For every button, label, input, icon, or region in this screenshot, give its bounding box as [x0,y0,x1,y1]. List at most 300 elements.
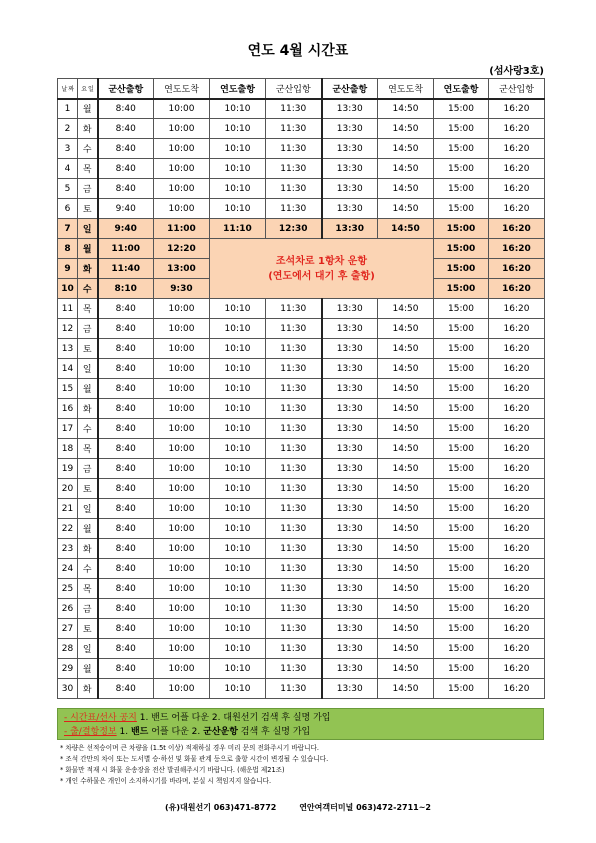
table-cell: 토 [78,479,98,499]
table-cell: 10:10 [210,459,266,479]
table-cell: 11:30 [266,119,322,139]
notice-text: 어플 다운 2. [148,727,204,737]
table-cell: 10:10 [210,579,266,599]
page-title: 연도 4월 시간표 [247,43,349,59]
notice-text: 1. 밴드 어플 다운 2. 대원선기 검색 후 실명 가입 [136,713,331,723]
table-cell: 24 [58,559,78,579]
table-cell: 11:30 [266,359,322,379]
table-cell: 10 [58,279,78,299]
table-cell: 10:00 [154,459,210,479]
table-cell: 10:00 [154,659,210,679]
table-cell: 15:00 [434,439,489,459]
table-cell: 13:30 [322,479,378,499]
header-col: 군산입항 [266,79,322,99]
table-cell: 13:30 [322,619,378,639]
table-cell: 8:40 [98,359,154,379]
table-cell: 10:00 [154,399,210,419]
table-cell: 14:50 [378,219,434,239]
table-cell: 11:30 [266,179,322,199]
table-cell: 16:20 [489,599,545,619]
notice-bold: 군산운항 [203,727,238,737]
table-cell: 화 [78,539,98,559]
table-cell: 8:40 [98,299,154,319]
table-cell: 16:20 [489,339,545,359]
table-cell: 20 [58,479,78,499]
table-cell: 15:00 [434,619,489,639]
table-cell: 25 [58,579,78,599]
table-cell: 15:00 [434,299,489,319]
header-weekday: 요 일 [78,79,98,99]
table-cell: 10:00 [154,639,210,659]
table-cell: 10:00 [154,119,210,139]
table-cell: 16:20 [489,679,545,699]
table-cell: 8:40 [98,479,154,499]
header-col: 연도도착 [154,79,210,99]
table-cell: 4 [58,159,78,179]
note-line: * 차량은 선적승이며 큰 차량을 (1.5t 이상) 적재하실 경우 미리 문의 전화주시기 바랍니다. [60,744,319,752]
note-line: * 조석 간만의 차이 또는 도서별 승·하선 및 화물 관계 등으로 출항 시간이 변경될 수 있습니다. [60,755,329,763]
table-cell: 11:00 [154,219,210,239]
timetable-body [58,99,545,699]
table-cell: 26 [58,599,78,619]
table-cell: 8:40 [98,419,154,439]
table-cell: 11:30 [266,679,322,699]
table-cell: 15:00 [434,179,489,199]
notice-bold: 밴드 [130,727,149,737]
table-cell: 10:10 [210,619,266,639]
table-cell: 금 [78,459,98,479]
table-cell: 10:10 [210,539,266,559]
table-cell: 11:30 [266,439,322,459]
table-cell: 금 [78,179,98,199]
table-cell: 10:00 [154,619,210,639]
table-cell: 8:40 [98,579,154,599]
table-row [58,499,545,519]
table-row [58,579,545,599]
table-cell: 16:20 [489,439,545,459]
table-cell: 10:00 [154,579,210,599]
table-cell: 11:30 [266,139,322,159]
table-cell: 8:40 [98,559,154,579]
table-row [58,99,545,119]
ship-name: (섬사랑3호) [489,66,544,77]
header-col: 연도도착 [378,79,434,99]
table-cell: 14:50 [378,579,434,599]
table-cell: 일 [78,219,98,239]
table-row [58,479,545,499]
table-cell: 16:20 [489,559,545,579]
table-cell: 14:50 [378,659,434,679]
table-cell: 수 [78,419,98,439]
table-cell: 16:20 [489,319,545,339]
table-cell: 9:30 [154,279,210,299]
table-cell: 16:20 [489,399,545,419]
table-cell: 10:10 [210,119,266,139]
table-cell: 8:40 [98,339,154,359]
table-row [58,679,545,699]
table-cell: 10:00 [154,199,210,219]
table-cell: 10:10 [210,159,266,179]
table-cell: 월 [78,99,98,119]
table-cell: 5 [58,179,78,199]
contact-terminal: 연안여객터미널 063)472-2711~2 [299,803,431,812]
notice-line-1 [64,711,537,725]
table-cell: 수 [78,139,98,159]
table-cell: 11:40 [98,259,154,279]
table-cell: 11:10 [210,219,266,239]
table-cell: 13:30 [322,159,378,179]
table-cell: 10:10 [210,379,266,399]
table-row [58,199,545,219]
table-cell: 화 [78,679,98,699]
notice-box [57,708,544,740]
table-cell: 15:00 [434,239,489,259]
table-cell: 28 [58,639,78,659]
table-cell: 8:40 [98,99,154,119]
table-cell: 16:20 [489,659,545,679]
table-cell: 11:30 [266,639,322,659]
table-cell: 21 [58,499,78,519]
table-cell: 10:10 [210,439,266,459]
table-cell: 10:00 [154,139,210,159]
table-cell: 14:50 [378,99,434,119]
footer-contacts [0,802,596,813]
table-cell: 23 [58,539,78,559]
table-cell: 13:30 [322,679,378,699]
table-cell: 13:30 [322,579,378,599]
table-cell: 15:00 [434,419,489,439]
table-cell: 13:30 [322,659,378,679]
table-cell: 15:00 [434,99,489,119]
table-cell: 14:50 [378,179,434,199]
table-cell: 10:00 [154,439,210,459]
table-cell: 일 [78,639,98,659]
table-cell: 13:30 [322,179,378,199]
table-cell: 13:30 [322,419,378,439]
table-cell: 2 [58,119,78,139]
table-cell: 14:50 [378,439,434,459]
table-cell: 8:40 [98,379,154,399]
table-cell: 11:30 [266,399,322,419]
table-cell: 목 [78,579,98,599]
table-cell: 8:40 [98,179,154,199]
table-cell: 13:30 [322,639,378,659]
table-cell: 14:50 [378,159,434,179]
notice-text: 1. [116,727,131,737]
table-cell: 10:00 [154,359,210,379]
table-cell: 8:40 [98,659,154,679]
table-cell: 14:50 [378,359,434,379]
table-cell: 수 [78,559,98,579]
table-cell: 14:50 [378,559,434,579]
table-cell: 목 [78,159,98,179]
table-cell: 14:50 [378,519,434,539]
table-cell: 10:00 [154,479,210,499]
table-cell: 14:50 [378,339,434,359]
table-cell: 13:30 [322,379,378,399]
table-cell: 16:20 [489,259,545,279]
table-cell: 15:00 [434,679,489,699]
table-row [58,339,545,359]
header-col: 연도출항 [210,79,266,99]
table-row [58,399,545,419]
table-cell: 15:00 [434,639,489,659]
table-cell: 13 [58,339,78,359]
table-cell: 15:00 [434,199,489,219]
table-cell: 13:30 [322,499,378,519]
table-cell: 14:50 [378,479,434,499]
table-cell: 27 [58,619,78,639]
table-cell: 15:00 [434,379,489,399]
table-cell: 8:40 [98,599,154,619]
table-cell: 수 [78,279,98,299]
table-cell: 화 [78,259,98,279]
table-cell: 15:00 [434,519,489,539]
table-cell: 9 [58,259,78,279]
table-cell: 10:10 [210,519,266,539]
table-cell: 10:10 [210,659,266,679]
tide-notice-line: 조석차로 1항차 운항 [275,255,368,267]
table-cell: 11:30 [266,99,322,119]
contact-company: (유)대원선기 063)471-8772 [165,803,277,812]
table-cell: 10:00 [154,339,210,359]
table-cell: 18 [58,439,78,459]
table-cell: 9:40 [98,199,154,219]
table-cell: 화 [78,119,98,139]
table-cell: 11:30 [266,299,322,319]
timetable [57,78,545,699]
table-cell: 10:00 [154,539,210,559]
table-cell: 15:00 [434,399,489,419]
table-cell: 15:00 [434,479,489,499]
table-cell: 10:10 [210,399,266,419]
table-cell: 13:30 [322,459,378,479]
table-cell: 16:20 [489,99,545,119]
table-cell: 10:10 [210,359,266,379]
table-cell: 14:50 [378,379,434,399]
table-cell: 16:20 [489,519,545,539]
table-cell: 12:20 [154,239,210,259]
table-cell: 1 [58,99,78,119]
table-cell: 13:30 [322,219,378,239]
table-cell: 12 [58,319,78,339]
table-cell: 9:40 [98,219,154,239]
table-cell: 10:00 [154,419,210,439]
header-col: 연도출항 [434,79,489,99]
table-cell: 11:00 [98,239,154,259]
table-cell: 토 [78,199,98,219]
table-cell: 14:50 [378,619,434,639]
table-cell: 16:20 [489,179,545,199]
table-cell: 11:30 [266,319,322,339]
table-cell: 15:00 [434,319,489,339]
table-cell: 일 [78,499,98,519]
table-cell: 13:30 [322,519,378,539]
table-cell: 13:30 [322,399,378,419]
table-cell: 14:50 [378,119,434,139]
table-cell: 15 [58,379,78,399]
table-cell: 16:20 [489,199,545,219]
table-row [58,219,545,239]
table-cell: 14:50 [378,199,434,219]
table-cell: 15:00 [434,139,489,159]
table-cell: 8 [58,239,78,259]
table-cell: 토 [78,619,98,639]
table-cell: 10:00 [154,379,210,399]
table-cell: 월 [78,379,98,399]
table-cell: 8:10 [98,279,154,299]
table-cell: 13:30 [322,199,378,219]
table-cell: 10:10 [210,179,266,199]
table-cell: 16:20 [489,299,545,319]
table-cell: 10:10 [210,339,266,359]
table-cell: 8:40 [98,319,154,339]
table-cell: 8:40 [98,619,154,639]
table-cell: 10:10 [210,559,266,579]
notice-line-2 [64,725,537,739]
table-row [58,659,545,679]
table-cell: 8:40 [98,539,154,559]
table-cell: 11:30 [266,479,322,499]
table-cell: 16:20 [489,619,545,639]
table-cell: 11:30 [266,519,322,539]
table-cell: 10:10 [210,139,266,159]
header-day: 날 짜 [58,79,78,99]
table-cell: 11:30 [266,339,322,359]
table-cell: 금 [78,599,98,619]
table-cell: 16:20 [489,279,545,299]
table-cell: 10:10 [210,299,266,319]
table-cell: 11:30 [266,379,322,399]
table-cell: 8:40 [98,679,154,699]
table-cell: 8:40 [98,159,154,179]
table-cell: 월 [78,239,98,259]
table-cell: 15:00 [434,339,489,359]
header-col: 군산입항 [489,79,545,99]
table-cell: 11:30 [266,539,322,559]
table-cell: 월 [78,519,98,539]
table-cell: 14:50 [378,459,434,479]
table-cell: 16:20 [489,359,545,379]
table-cell: 13:30 [322,539,378,559]
table-cell: 15:00 [434,159,489,179]
table-cell: 3 [58,139,78,159]
table-row [58,159,545,179]
table-cell: 15:00 [434,359,489,379]
table-cell: 15:00 [434,599,489,619]
table-row [58,299,545,319]
table-cell: 16:20 [489,579,545,599]
table-cell: 15:00 [434,259,489,279]
table-cell: 17 [58,419,78,439]
table-row [58,459,545,479]
table-row [58,119,545,139]
table-cell: 11:30 [266,619,322,639]
table-cell: 10:00 [154,519,210,539]
table-cell: 14:50 [378,539,434,559]
table-cell: 16:20 [489,539,545,559]
table-cell: 14 [58,359,78,379]
table-row [58,139,545,159]
table-cell: 11 [58,299,78,319]
table-cell: 16:20 [489,639,545,659]
table-cell: 19 [58,459,78,479]
table-cell: 11:30 [266,199,322,219]
table-cell: 16:20 [489,239,545,259]
table-cell: 6 [58,199,78,219]
header-col: 군산출항 [322,79,378,99]
table-cell: 10:10 [210,99,266,119]
table-cell: 15:00 [434,459,489,479]
table-cell: 14:50 [378,299,434,319]
table-cell: 16:20 [489,459,545,479]
table-cell: 13:30 [322,119,378,139]
table-cell: 15:00 [434,219,489,239]
note-line: * 화물만 적재 시 화물 운송장을 전산 발권해주시기 바랍니다. (해운법 제21조) [60,766,285,774]
table-cell: 16:20 [489,119,545,139]
table-cell: 15:00 [434,579,489,599]
notes [60,743,540,787]
note-line: * 개인 수하물은 개인이 소지하시기를 바라며, 분실 시 책임지지 않습니다. [60,777,272,785]
table-cell: 16:20 [489,499,545,519]
table-row [58,419,545,439]
table-row [58,379,545,399]
table-cell: 13:30 [322,439,378,459]
table-row [58,599,545,619]
table-cell: 금 [78,319,98,339]
table-cell: 10:00 [154,299,210,319]
table-cell: 22 [58,519,78,539]
table-cell: 11:30 [266,559,322,579]
table-cell: 14:50 [378,679,434,699]
table-cell: 15:00 [434,539,489,559]
tide-notice-line: (연도에서 대기 후 출항) [268,270,375,282]
table-cell: 8:40 [98,519,154,539]
table-cell: 14:50 [378,399,434,419]
table-row [58,439,545,459]
table-row [58,619,545,639]
table-row [58,179,545,199]
table-cell: 16 [58,399,78,419]
table-cell: 14:50 [378,599,434,619]
table-cell: 10:10 [210,679,266,699]
table-cell: 15:00 [434,499,489,519]
table-cell: 13:30 [322,99,378,119]
table-row [58,359,545,379]
table-cell: 목 [78,439,98,459]
table-cell: 13:30 [322,299,378,319]
table-cell: 13:30 [322,319,378,339]
notice-label: - 출/결항정보 [64,727,117,737]
table-cell: 14:50 [378,139,434,159]
table-cell: 10:10 [210,319,266,339]
table-cell: 16:20 [489,379,545,399]
table-cell: 10:10 [210,419,266,439]
table-cell: 30 [58,679,78,699]
table-row [58,319,545,339]
table-cell: 10:00 [154,99,210,119]
table-cell: 8:40 [98,639,154,659]
table-cell: 16:20 [489,159,545,179]
table-cell: 8:40 [98,399,154,419]
table-cell: 11:30 [266,459,322,479]
table-row [58,559,545,579]
table-cell: 13:30 [322,559,378,579]
table-cell: 7 [58,219,78,239]
table-cell: 10:00 [154,559,210,579]
table-cell: 10:10 [210,499,266,519]
table-cell: 13:00 [154,259,210,279]
